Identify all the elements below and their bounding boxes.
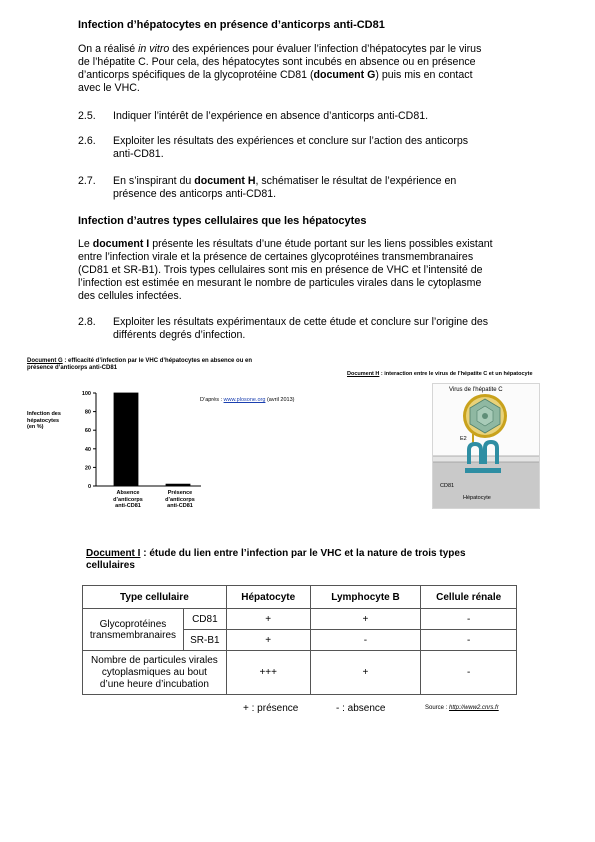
question-text: Exploiter les résultats expérimentaux de cette étude et conclure sur l’origine des (113, 316, 489, 328)
y-axis-label-line: (en %) (27, 424, 44, 430)
e2-label: E2 (460, 436, 467, 442)
intro-text: ) puis mis en contact (375, 69, 473, 81)
doc-i-caption (86, 548, 466, 572)
question-2-5 (78, 110, 538, 124)
hepatocyte-label: Hépatocyte (463, 495, 491, 501)
category-label-line: anti-CD81 (167, 503, 193, 509)
doc-g-label: Document G (27, 358, 63, 364)
paragraph-text: (CD81 et SR-B1). Trois types cellulaires sont mis en présence de VHC et l’intensité de (78, 264, 483, 276)
category-label-line: d’anticorps (165, 496, 195, 503)
table-cell: + (226, 609, 310, 630)
doc-g-caption-text: : efficacité d’infection par le VHC d’hépatocytes en absence ou en (62, 358, 253, 364)
table-cell: - (421, 630, 517, 651)
question-text: , schématiser le résultat de l’expérience en (255, 175, 457, 187)
srb1-label-cell: SR-B1 (183, 630, 226, 651)
category-label-presence (155, 490, 205, 510)
paragraph-text: entre l’infection virale et la présence de certaines glycoprotéines transmembranaires (78, 251, 474, 263)
table-cell: - (310, 630, 421, 651)
header-cell-hepatocyte: Hépatocyte (226, 586, 310, 609)
doc-g-y-axis-label (27, 411, 61, 431)
cd81-label-cell: CD81 (183, 609, 226, 630)
intro-text: de l’hépatite C. Pour cela, des hépatocytes sont incubés en absence ou en présence (78, 56, 476, 68)
doc-i-source (425, 705, 499, 712)
table-row-particles (83, 651, 517, 695)
cd81-label: CD81 (440, 483, 455, 489)
doc-h-label: Document H (347, 371, 380, 377)
doc-g-caption-text: présence d’anticorps anti-CD81 (27, 365, 118, 371)
question-2-7 (78, 175, 538, 203)
intro-doc-ref: document G (313, 69, 376, 81)
legend-absence: - : absence (336, 703, 386, 714)
y-tick-label: 60 (84, 428, 91, 435)
question-text: anti-CD81. (113, 148, 164, 160)
category-label-line: d’anticorps (113, 496, 143, 503)
table-cell: + (310, 609, 421, 630)
table-header-row (83, 586, 517, 609)
intro-emphasis: in vitro (138, 43, 170, 55)
section-title-other-cells: Infection d’autres types cellulaires que les hépatocytes (78, 215, 367, 227)
chart-axes (82, 391, 201, 490)
source-link[interactable]: http://www2.cnrs.fr (449, 705, 499, 711)
table-cell: - (421, 609, 517, 630)
doc-i-caption-text: cellulaires (86, 560, 135, 571)
doc-h-caption (347, 371, 533, 378)
glycoprotein-label-line: transmembranaires (89, 629, 177, 641)
doc-h-illustration (432, 383, 540, 509)
header-cell-type: Type cellulaire (83, 586, 227, 609)
paragraph-text: Le (78, 238, 93, 250)
intro-text: On a réalisé (78, 43, 139, 55)
intro-text: d’anticorps spécifiques de la glycoprotéine CD81 ( (78, 69, 314, 81)
question-text: différents degrés d’infection. (113, 329, 246, 341)
question-2-6 (78, 135, 538, 163)
paragraph-doc-ref: document I (92, 238, 150, 250)
particles-label-line: cytoplasmiques au bout (101, 666, 207, 678)
chart-bars (114, 393, 190, 486)
y-axis-label-line: hépatocytes (27, 417, 60, 424)
y-tick-label: 80 (84, 409, 91, 416)
y-tick-label: 100 (81, 391, 91, 397)
question-text: présence des anticorps anti-CD81. (113, 188, 277, 200)
intro-text: des expériences pour évaluer l’infection d’hépatocytes par le virus (169, 43, 482, 55)
doc-g-caption (27, 358, 337, 372)
question-number: 2.7. (78, 175, 96, 187)
bar-presence (166, 484, 190, 486)
category-label-line: Présence (167, 490, 193, 496)
header-cell-renal: Cellule rénale (421, 586, 517, 609)
bar-absence (114, 393, 138, 486)
y-axis-label-line: Infection des (27, 411, 61, 417)
source-link[interactable]: www.plosone.org (223, 397, 266, 403)
y-tick-label: 20 (84, 465, 91, 472)
question-text: En s’inspirant du (113, 175, 195, 187)
y-tick-label: 0 (87, 484, 91, 490)
paragraph-text: présente les résultats d’une étude portant sur les liens possibles existant (149, 238, 493, 250)
table-cell: - (421, 651, 517, 695)
doc-i-table (82, 585, 517, 695)
question-text: Exploiter les résultats des expériences et conclure sur l’action des anticorps (113, 135, 469, 147)
section2-paragraph (78, 238, 538, 303)
category-label-line: Absence (116, 490, 140, 496)
particles-label-line: Nombre de particules virales (91, 654, 218, 666)
table-cell: +++ (226, 651, 310, 695)
source-text: (avril 2013) (265, 397, 295, 403)
question-number: 2.5. (78, 110, 96, 122)
intro-text: avec le VHC. (78, 82, 140, 94)
doc-g-source (200, 397, 294, 404)
question-doc-ref: document H (194, 175, 256, 187)
particles-label-line: d’une heure d’incubation (99, 678, 209, 690)
doc-h-caption-text: : interaction entre le virus de l’hépatite C et un hépatocyte (379, 371, 533, 377)
virus-label: Virus de l’hépatite C (449, 387, 503, 393)
legend-presence: + : présence (243, 703, 299, 714)
glycoprotein-label-line: Glycoprotéines (99, 618, 167, 630)
section-title-hepatocytes: Infection d’hépatocytes en présence d’anticorps anti-CD81 (78, 19, 385, 31)
source-text: D’après : (200, 397, 224, 403)
paragraph-text: des cellules infectées. (78, 290, 182, 302)
source-text: Source : (425, 705, 450, 711)
category-label-line: anti-CD81 (115, 503, 141, 509)
question-number: 2.8. (78, 316, 96, 328)
question-text: Indiquer l’intérêt de l’expérience en absence d’anticorps anti-CD81. (113, 110, 429, 122)
table-cell: + (226, 630, 310, 651)
table-row-cd81 (83, 609, 517, 630)
category-label-absence (103, 490, 153, 510)
question-2-8 (78, 316, 538, 344)
y-tick-label: 40 (84, 446, 91, 453)
doc-i-caption-text: : étude du lien entre l’infection par le VHC et la nature de trois types (140, 548, 466, 559)
header-cell-lymphocyte: Lymphocyte B (310, 586, 421, 609)
intro-paragraph (78, 43, 538, 95)
question-number: 2.6. (78, 135, 96, 147)
table-cell: + (310, 651, 421, 695)
paragraph-text: l’infection est estimée en mesurant le nombre de particules virales dans le cytoplasme (78, 277, 482, 289)
particles-label-cell (83, 651, 227, 695)
doc-i-label: Document I (86, 548, 141, 559)
glycoprotein-label-cell (83, 609, 184, 651)
